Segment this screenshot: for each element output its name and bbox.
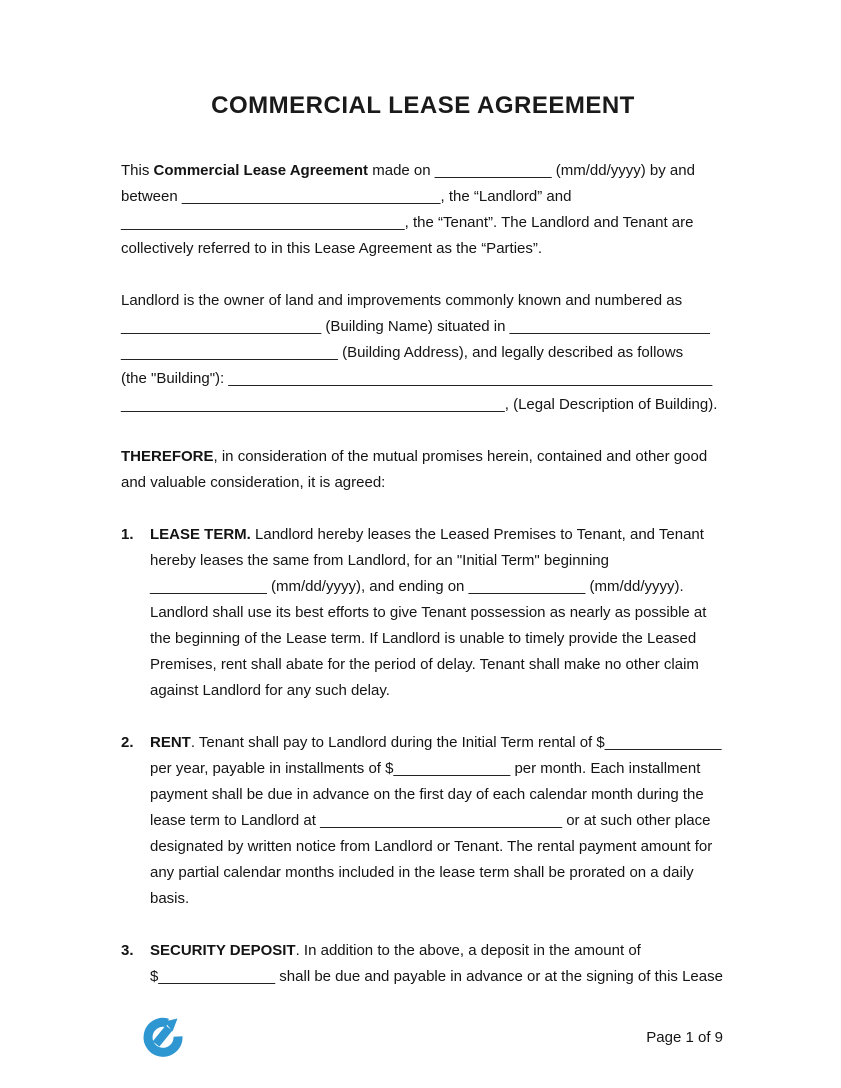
text-run: This xyxy=(121,162,154,179)
text-run: SECURITY DEPOSIT xyxy=(150,942,296,959)
clause-number: 3. xyxy=(121,942,134,959)
document-body xyxy=(121,158,725,990)
page-number-label: Page 1 of 9 xyxy=(646,1029,723,1046)
text-run: $ xyxy=(150,968,159,985)
text-run: basis. xyxy=(150,890,190,907)
fill-in-blank[interactable]: ______________ xyxy=(150,578,267,595)
text-run: THEREFORE xyxy=(121,448,214,465)
text-run: Commercial Lease Agreement xyxy=(153,162,369,179)
text-run: and valuable consideration, it is agreed: xyxy=(121,474,386,491)
fill-in-blank[interactable]: _______________________________ xyxy=(181,188,441,205)
fill-in-blank[interactable]: __________________________________ xyxy=(121,214,405,231)
text-run: per month. Each installment xyxy=(510,760,701,777)
text-run: (the "Building"): xyxy=(121,370,229,387)
fill-in-blank[interactable]: ______________ xyxy=(604,734,722,751)
clause-body xyxy=(150,522,706,704)
text-run: Landlord shall use its best efforts to give Tenant possession as nearly as possible at xyxy=(150,604,707,621)
text-line xyxy=(121,158,725,184)
paragraph xyxy=(121,158,725,262)
text-run: (mm/dd/yyyy), and ending on xyxy=(266,578,469,595)
text-run: Premises, rent shall abate for the period of delay. Tenant shall make no other claim xyxy=(150,656,699,673)
text-run: (mm/dd/yyyy). xyxy=(585,578,684,595)
text-line xyxy=(150,626,706,652)
clause-body xyxy=(150,730,722,912)
text-line xyxy=(150,522,706,548)
text-run: per year, payable in installments of $ xyxy=(150,760,394,777)
text-line xyxy=(150,574,706,600)
numbered-clause xyxy=(121,730,725,912)
text-line xyxy=(121,366,725,392)
text-run: against Landlord for any such delay. xyxy=(150,682,390,699)
text-line xyxy=(150,782,722,808)
numbered-clause xyxy=(121,522,725,704)
clause-body xyxy=(150,938,723,990)
text-line xyxy=(150,964,723,990)
clause-number: 2. xyxy=(121,734,134,751)
text-run: , the “Landlord” and xyxy=(440,188,572,205)
text-line xyxy=(121,470,725,496)
eforms-logo-icon xyxy=(139,1011,187,1063)
text-line xyxy=(121,236,725,262)
text-line xyxy=(121,184,725,210)
text-run: , in consideration of the mutual promises herein, contained and other good xyxy=(213,448,708,465)
document-content xyxy=(121,92,725,1016)
text-run: between xyxy=(121,188,182,205)
text-run: lease term to Landlord at xyxy=(150,812,321,829)
text-run: or at such other place xyxy=(562,812,711,829)
text-line xyxy=(121,340,725,366)
fill-in-blank[interactable]: ______________________________________________ xyxy=(121,396,505,413)
text-line xyxy=(150,548,706,574)
fill-in-blank[interactable]: _____________________________ xyxy=(320,812,563,829)
text-line xyxy=(121,392,725,418)
text-run: , (Legal Description of Building). xyxy=(504,396,718,413)
text-line xyxy=(150,834,722,860)
text-run: Landlord hereby leases the Leased Premises to Tenant, and Tenant xyxy=(250,526,704,543)
fill-in-blank[interactable]: ______________ xyxy=(434,162,552,179)
text-line xyxy=(150,886,722,912)
text-run: payment shall be due in advance on the first day of each calendar month during the xyxy=(150,786,704,803)
paragraph xyxy=(121,288,725,418)
text-line xyxy=(150,938,723,964)
text-run: any partial calendar months included in the lease term shall be prorated on a daily xyxy=(150,864,694,881)
text-run: designated by written notice from Landlord or Tenant. The rental payment amount for xyxy=(150,838,713,855)
document-title: COMMERCIAL LEASE AGREEMENT xyxy=(211,92,635,119)
text-run: (Building Address), and legally described as follows xyxy=(337,344,684,361)
text-run: shall be due and payable in advance or at the signing of this Lease xyxy=(275,968,723,985)
text-run: (Building Name) situated in xyxy=(321,318,510,335)
text-run: made on xyxy=(368,162,435,179)
clause-number: 1. xyxy=(121,526,134,543)
text-run: . Tenant shall pay to Landlord during the Initial Term rental of $ xyxy=(190,734,605,751)
text-run: Landlord is the owner of land and improvements commonly known and numbered as xyxy=(121,292,683,309)
paragraph xyxy=(121,444,725,496)
fill-in-blank[interactable]: ______________ xyxy=(468,578,586,595)
fill-in-blank[interactable]: __________________________________________________________ xyxy=(228,370,713,387)
fill-in-blank[interactable]: ______________ xyxy=(393,760,511,777)
text-run: LEASE TERM. xyxy=(150,526,251,543)
text-line xyxy=(150,860,722,886)
text-line xyxy=(150,808,722,834)
fill-in-blank[interactable]: ________________________ xyxy=(121,318,322,335)
text-run: . In addition to the above, a deposit in the amount of xyxy=(295,942,641,959)
text-line xyxy=(150,730,722,756)
text-line xyxy=(121,444,725,470)
text-run: (mm/dd/yyyy) by and xyxy=(551,162,695,179)
text-line xyxy=(150,678,706,704)
text-run: hereby leases the same from Landlord, for an "Initial Term" beginning xyxy=(150,552,609,569)
numbered-clause xyxy=(121,938,725,990)
text-line xyxy=(121,288,725,314)
text-line xyxy=(121,210,725,236)
text-run: the beginning of the Lease term. If Landlord is unable to timely provide the Leased xyxy=(150,630,697,647)
fill-in-blank[interactable]: ________________________ xyxy=(509,318,710,335)
text-line xyxy=(150,652,706,678)
fill-in-blank[interactable]: __________________________ xyxy=(121,344,338,361)
text-line xyxy=(121,314,725,340)
text-run: RENT xyxy=(150,734,191,751)
text-run: collectively referred to in this Lease Agreement as the “Parties”. xyxy=(121,240,543,257)
fill-in-blank[interactable]: ______________ xyxy=(158,968,276,985)
text-line xyxy=(150,756,722,782)
text-line xyxy=(150,600,706,626)
text-run: , the “Tenant”. The Landlord and Tenant are xyxy=(404,214,694,231)
